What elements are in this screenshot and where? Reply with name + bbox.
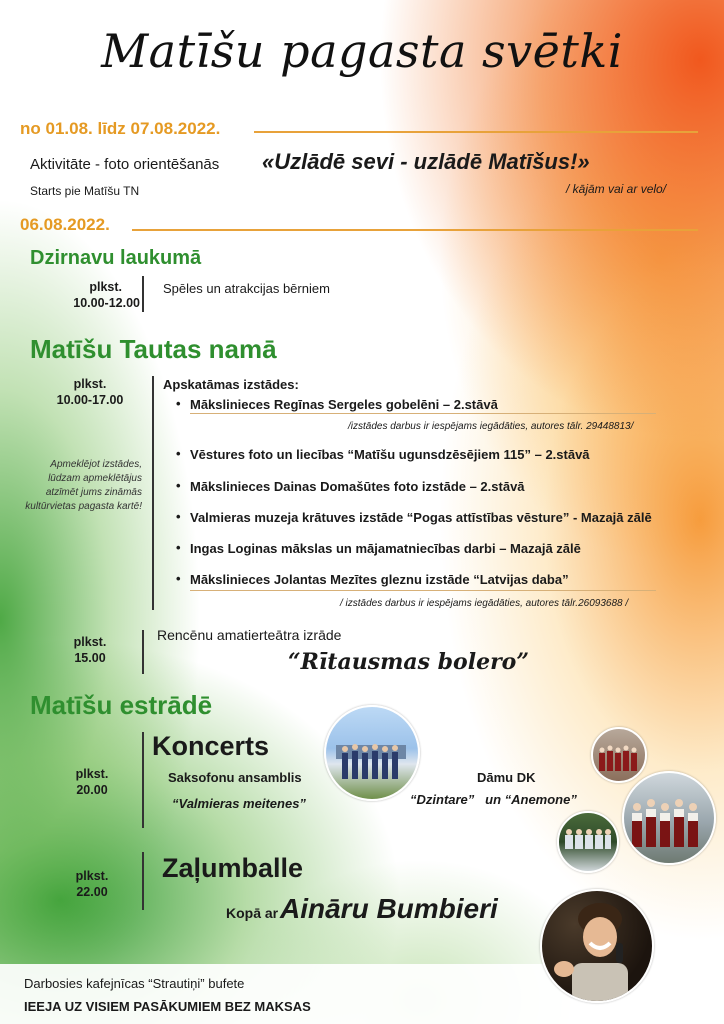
period-dates: no 01.08. līdz 07.08.2022. [20,119,221,138]
time-value: 20.00 [76,783,108,797]
ensemble-2: Dāmu DK [477,770,536,785]
timeline-bar [142,630,144,674]
time-ball [42,868,142,900]
divider [132,229,698,231]
exhibits-heading: Apskatāmas izstādes: [163,377,299,392]
saxophone-ensemble-photo [324,705,420,801]
ball-heading: Zaļumballe [162,853,304,883]
buffet-note: Darbosies kafejnīcas “Strautiņi” bufete [24,976,245,991]
divider [254,131,698,133]
ball-with: Kopā ar [226,905,279,921]
choir-photo-large [622,771,716,865]
page-title: Matīšu pagasta svētki [101,24,623,78]
divider [190,590,656,591]
timeline-bar [152,376,154,610]
time-label: plkst. [73,377,107,391]
choir-photo-medium [557,811,619,873]
event-day-date: 06.08.2022. [20,215,110,234]
time-theatre [40,634,140,666]
time-value: 22.00 [76,885,108,899]
choir-figures-icon [559,813,617,871]
section-heading-dzirnavu: Dzirnavu laukumā [30,247,202,269]
time-label: plkst. [75,869,109,883]
ensemble-1: Saksofonu ansamblis [168,770,302,785]
people-figures-icon [326,707,418,799]
activity-start: Starts pie Matīšu TN [30,184,140,198]
free-entry-note: IEEJA UZ VISIEM PASĀKUMIEM BEZ MAKSAS [24,999,311,1014]
divider [190,413,656,414]
ensemble-2-names: “Dzintare” un “Anemone” [410,792,577,807]
theatre-text: Rencēnu amatierteātra izrāde [157,627,342,643]
time-concert [42,766,142,798]
time-value: 10.00-17.00 [56,393,124,407]
activity-mode: / kājām vai ar velo/ [566,182,667,196]
time-dzirnavu [30,279,140,311]
timeline-bar [142,276,144,312]
theatre-play: “Rītausmas bolero” [288,649,530,675]
time-label: plkst. [75,767,109,781]
artist-photo [540,889,654,1003]
concert-heading: Koncerts [152,731,270,761]
list-item: • Mākslinieces Jolantas Mezītes gleznu izstāde “Latvijas daba” [176,572,569,587]
list-item: • Mākslinieces Dainas Domašūtes foto izstāde – 2.stāvā [176,479,525,494]
time-label: plkst. [73,635,107,649]
exhibit-note: /izstādes darbus ir iespējams iegādāties, autores tālr. 29448813/ [348,421,634,432]
activity-name: «Uzlādē sevi - uzlādē Matīšus!» [262,149,590,174]
section-heading-tautas-nams: Matīšu Tautas namā [30,334,277,364]
choir-figures-icon [624,773,714,863]
time-value: 10.00-12.00 [73,296,140,310]
choir-photo-small [591,727,647,783]
list-item: • Vēstures foto un liecības “Matīšu ugunsdzēsējiem 115” – 2.stāvā [176,447,590,462]
exhibit-list-first [176,397,498,412]
singer-figure-icon [542,891,652,1001]
list-item: • Valmieras muzeja krātuves izstāde “Pogas attīstības vēsture” - Mazajā zālē [176,510,652,525]
section-heading-estrade: Matīšu estrādē [30,690,213,720]
dzirnavu-activity: Spēles un atrakcijas bērniem [163,281,330,296]
side-note: Apmeklējot izstādes, lūdzam apmeklētājus atzīmēt jums zināmās kultūrvietas pagasta kartē! [25,459,142,512]
time-tautas-nams [40,376,140,408]
list-item: • Mākslinieces Regīnas Sergeles gobelēni – 2.stāvā [176,397,498,412]
time-label: plkst. [89,280,122,294]
choir-figures-icon [593,729,645,781]
timeline-bar [142,732,144,828]
ball-artist: Aināru Bumbieri [280,893,498,924]
timeline-bar [142,852,144,910]
time-value: 15.00 [74,651,106,665]
activity-prefix: Aktivitāte - foto orientēšanās [30,156,220,173]
list-item: • Ingas Loginas mākslas un mājamatniecības darbi – Mazajā zālē [176,541,581,556]
exhibit-note: / izstādes darbus ir iespējams iegādāties, autores tālr.26093688 / [340,598,629,609]
ensemble-1-name: “Valmieras meitenes” [172,796,306,811]
